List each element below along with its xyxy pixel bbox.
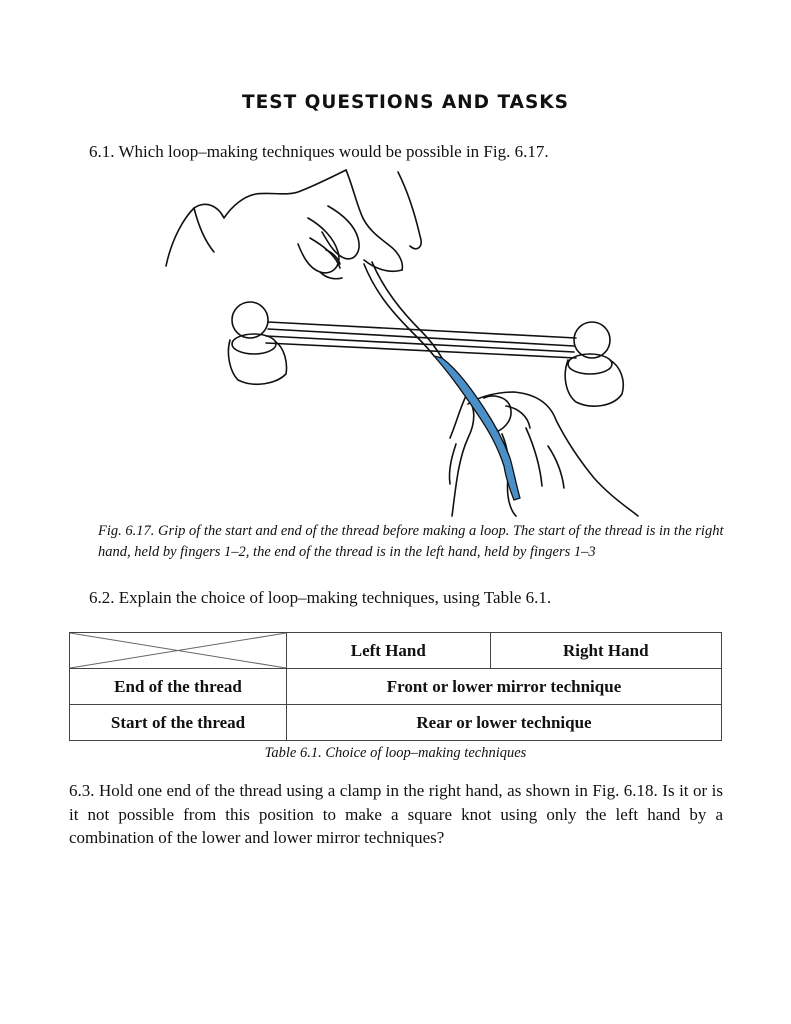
question-6-2: 6.2. Explain the choice of loop–making techniques, using Table 6.1. bbox=[89, 588, 552, 607]
page-heading: TEST QUESTIONS AND TASKS bbox=[242, 92, 569, 113]
question-6-3: 6.3. Hold one end of the thread using a clamp in the right hand, as shown in Fig. 6.18. Is it or is it not possible from this position to make a square knot using only the left hand by a combination of the lower and lower mirror techniques? bbox=[69, 781, 723, 847]
table-corner-cell bbox=[70, 633, 287, 669]
table-header-row bbox=[70, 633, 722, 669]
left-bead bbox=[232, 302, 268, 338]
row-value-end-of-thread: Front or lower mirror technique bbox=[287, 669, 722, 705]
upper-rod bbox=[268, 322, 576, 338]
figure-caption: Fig. 6.17. Grip of the start and end of the thread before making a loop. The start of the thread is in the right hand, held by fingers 1–2, the end of the thread is in the left hand, held by fingers 1–3 bbox=[98, 523, 724, 560]
lower-hand-outline bbox=[450, 396, 474, 516]
table-row bbox=[70, 669, 722, 705]
table-caption: Table 6.1. Choice of loop–making techniques bbox=[264, 745, 527, 761]
right-bead bbox=[574, 322, 610, 358]
question-6-1: 6.1. Which loop–making techniques would be possible in Fig. 6.17. bbox=[89, 142, 549, 161]
row-label-end-of-thread: End of the thread bbox=[70, 669, 287, 705]
corner-cross-lines bbox=[70, 633, 286, 668]
row-value-start-of-thread: Rear or lower technique bbox=[287, 705, 722, 741]
table-row bbox=[70, 705, 722, 741]
figure-6-17-illustration bbox=[158, 166, 640, 522]
header-right-hand: Right Hand bbox=[490, 633, 721, 669]
row-label-start-of-thread: Start of the thread bbox=[70, 705, 287, 741]
upper-hand-outline bbox=[166, 170, 346, 266]
loop-techniques-table bbox=[69, 632, 722, 741]
header-left-hand: Left Hand bbox=[287, 633, 491, 669]
thread-blue-segment bbox=[434, 356, 520, 500]
